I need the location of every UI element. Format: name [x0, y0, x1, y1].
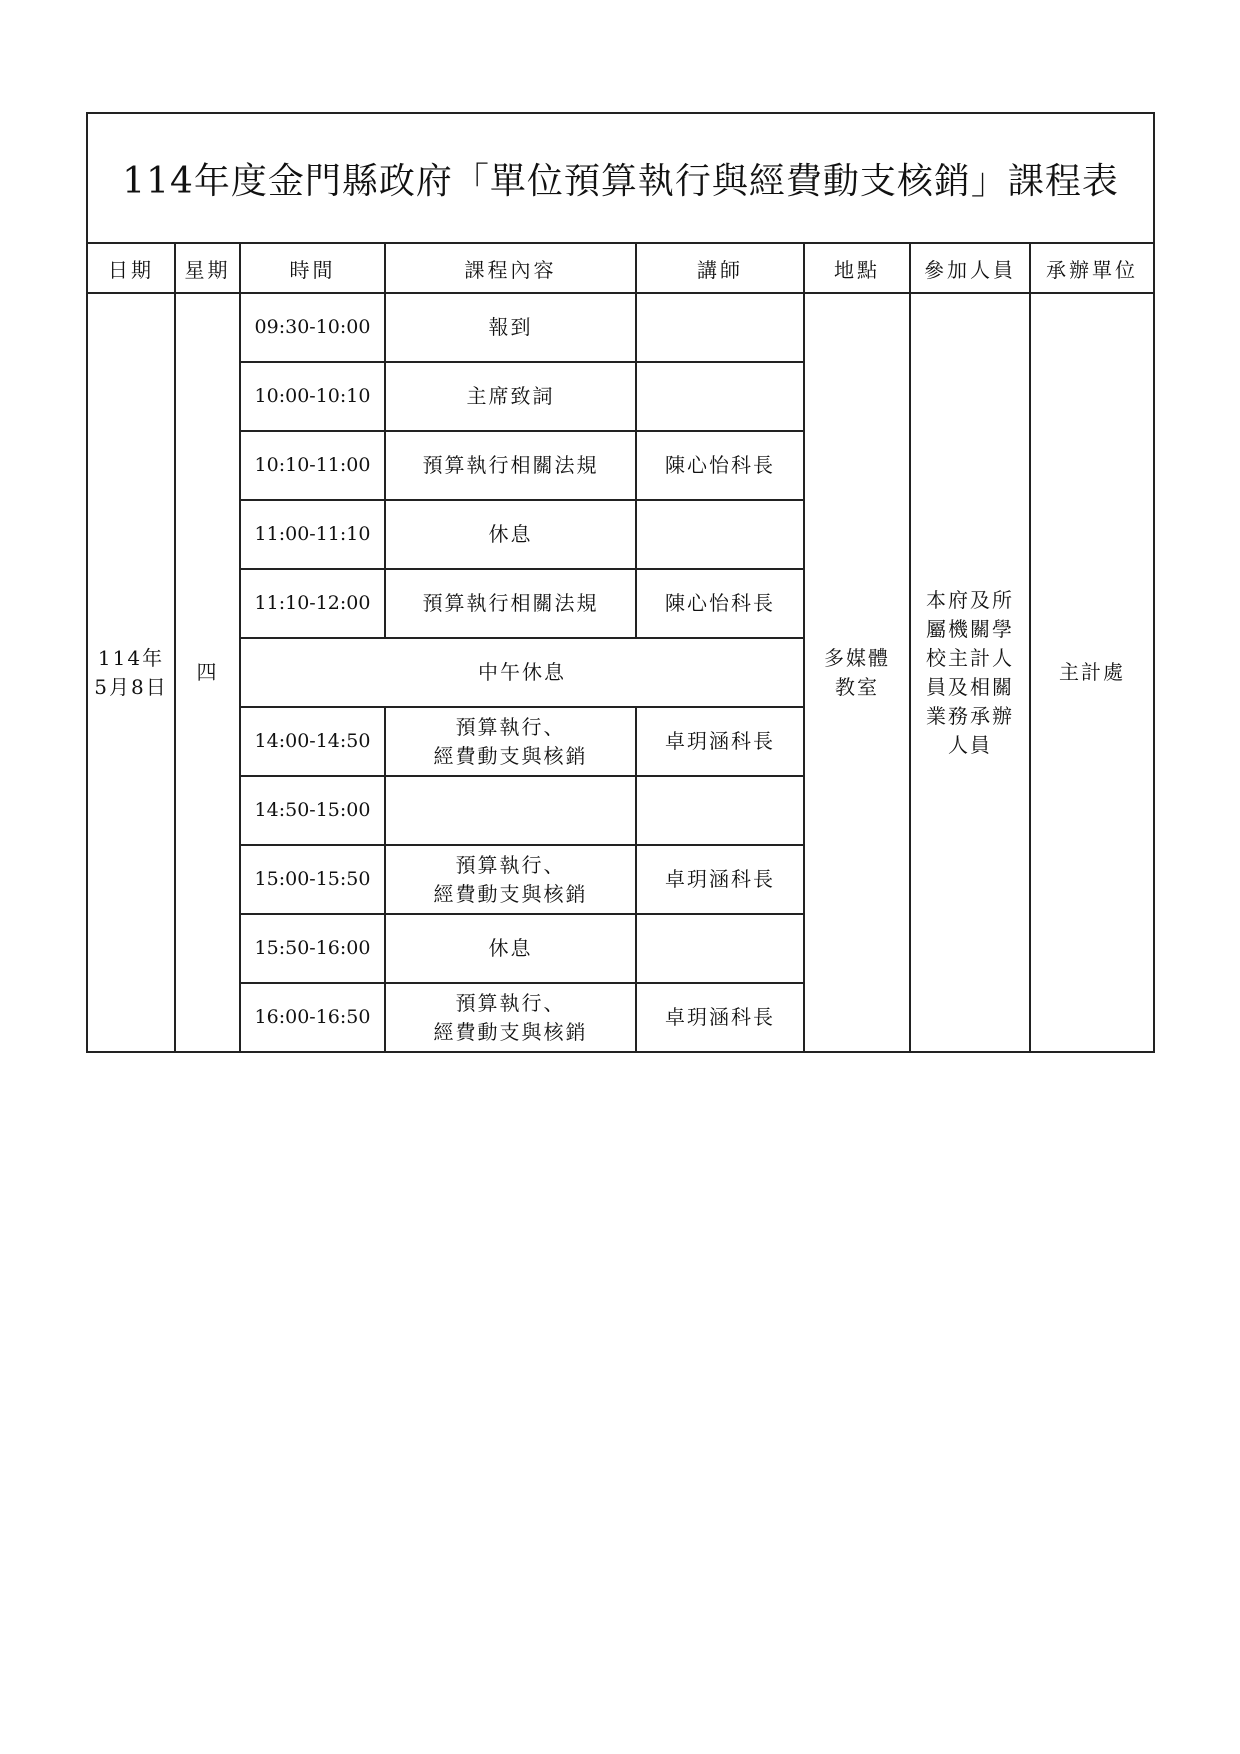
time-cell: 15:00-15:50	[240, 845, 385, 914]
header-weekday: 星期	[175, 243, 240, 293]
content-cell	[385, 293, 636, 362]
participants-line: 屬機關學	[926, 616, 1014, 641]
content-line: 經費動支與核銷	[433, 881, 588, 906]
content-line: 預算執行相關法規	[422, 591, 599, 615]
lecturer-cell: 卓玥涵科長	[636, 707, 804, 776]
location-line: 多媒體	[824, 645, 890, 670]
time-cell: 15:50-16:00	[240, 914, 385, 983]
header-location: 地點	[804, 243, 910, 293]
lecturer-cell: 卓玥涵科長	[636, 983, 804, 1052]
content-line: 預算執行、	[455, 990, 566, 1015]
content-line: 休息	[488, 936, 533, 960]
content-cell	[385, 707, 636, 776]
date-year: 114年	[97, 645, 165, 670]
content-cell	[385, 776, 636, 845]
participants-line: 人員	[948, 732, 992, 757]
lunch-break-cell: 中午休息	[240, 638, 804, 707]
participants-line: 業務承辦	[926, 703, 1014, 728]
header-date: 日期	[87, 243, 175, 293]
header-participants: 參加人員	[910, 243, 1030, 293]
content-cell	[385, 569, 636, 638]
lecturer-cell: 陳心怡科長	[636, 431, 804, 500]
course-schedule-table	[86, 112, 1155, 1053]
lecturer-cell: 卓玥涵科長	[636, 845, 804, 914]
content-line: 報到	[488, 315, 533, 339]
time-cell: 14:00-14:50	[240, 707, 385, 776]
time-cell: 14:50-15:00	[240, 776, 385, 845]
content-line: 預算執行相關法規	[422, 453, 599, 477]
lecturer-cell	[636, 776, 804, 845]
page-title: 114年度金門縣政府「單位預算執行與經費動支核銷」課程表	[87, 113, 1154, 243]
content-line: 休息	[488, 522, 533, 546]
content-line: 預算執行、	[455, 852, 566, 877]
location-cell	[804, 293, 910, 1052]
participants-line: 員及相關	[926, 674, 1014, 699]
header-row	[87, 243, 1154, 293]
content-cell	[385, 914, 636, 983]
header-time: 時間	[240, 243, 385, 293]
weekday-cell: 四	[175, 293, 240, 1052]
content-line: 預算執行、	[455, 714, 566, 739]
location-line: 教室	[835, 674, 879, 699]
content-line: 主席致詞	[466, 384, 555, 408]
time-cell: 10:10-11:00	[240, 431, 385, 500]
header-organizer: 承辦單位	[1030, 243, 1154, 293]
date-cell	[87, 293, 175, 1052]
time-cell: 09:30-10:00	[240, 293, 385, 362]
participants-cell	[910, 293, 1030, 1052]
content-cell	[385, 845, 636, 914]
content-cell	[385, 500, 636, 569]
header-content: 課程內容	[385, 243, 636, 293]
lecturer-cell	[636, 500, 804, 569]
lecturer-cell	[636, 293, 804, 362]
content-cell	[385, 431, 636, 500]
time-cell: 11:10-12:00	[240, 569, 385, 638]
organizer-cell: 主計處	[1030, 293, 1154, 1052]
participants-line: 本府及所	[926, 587, 1014, 612]
content-line: 經費動支與核銷	[433, 743, 588, 768]
content-cell	[385, 983, 636, 1052]
date-month-day: 5月8日	[94, 674, 168, 699]
title-row	[87, 113, 1154, 243]
time-cell: 10:00-10:10	[240, 362, 385, 431]
lecturer-cell	[636, 362, 804, 431]
participants-line: 校主計人	[926, 645, 1014, 670]
header-lecturer: 講師	[636, 243, 804, 293]
content-line: 經費動支與核銷	[433, 1019, 588, 1044]
time-cell: 11:00-11:10	[240, 500, 385, 569]
lecturer-cell	[636, 914, 804, 983]
lecturer-cell: 陳心怡科長	[636, 569, 804, 638]
content-cell	[385, 362, 636, 431]
table-row	[87, 293, 1154, 362]
time-cell: 16:00-16:50	[240, 983, 385, 1052]
